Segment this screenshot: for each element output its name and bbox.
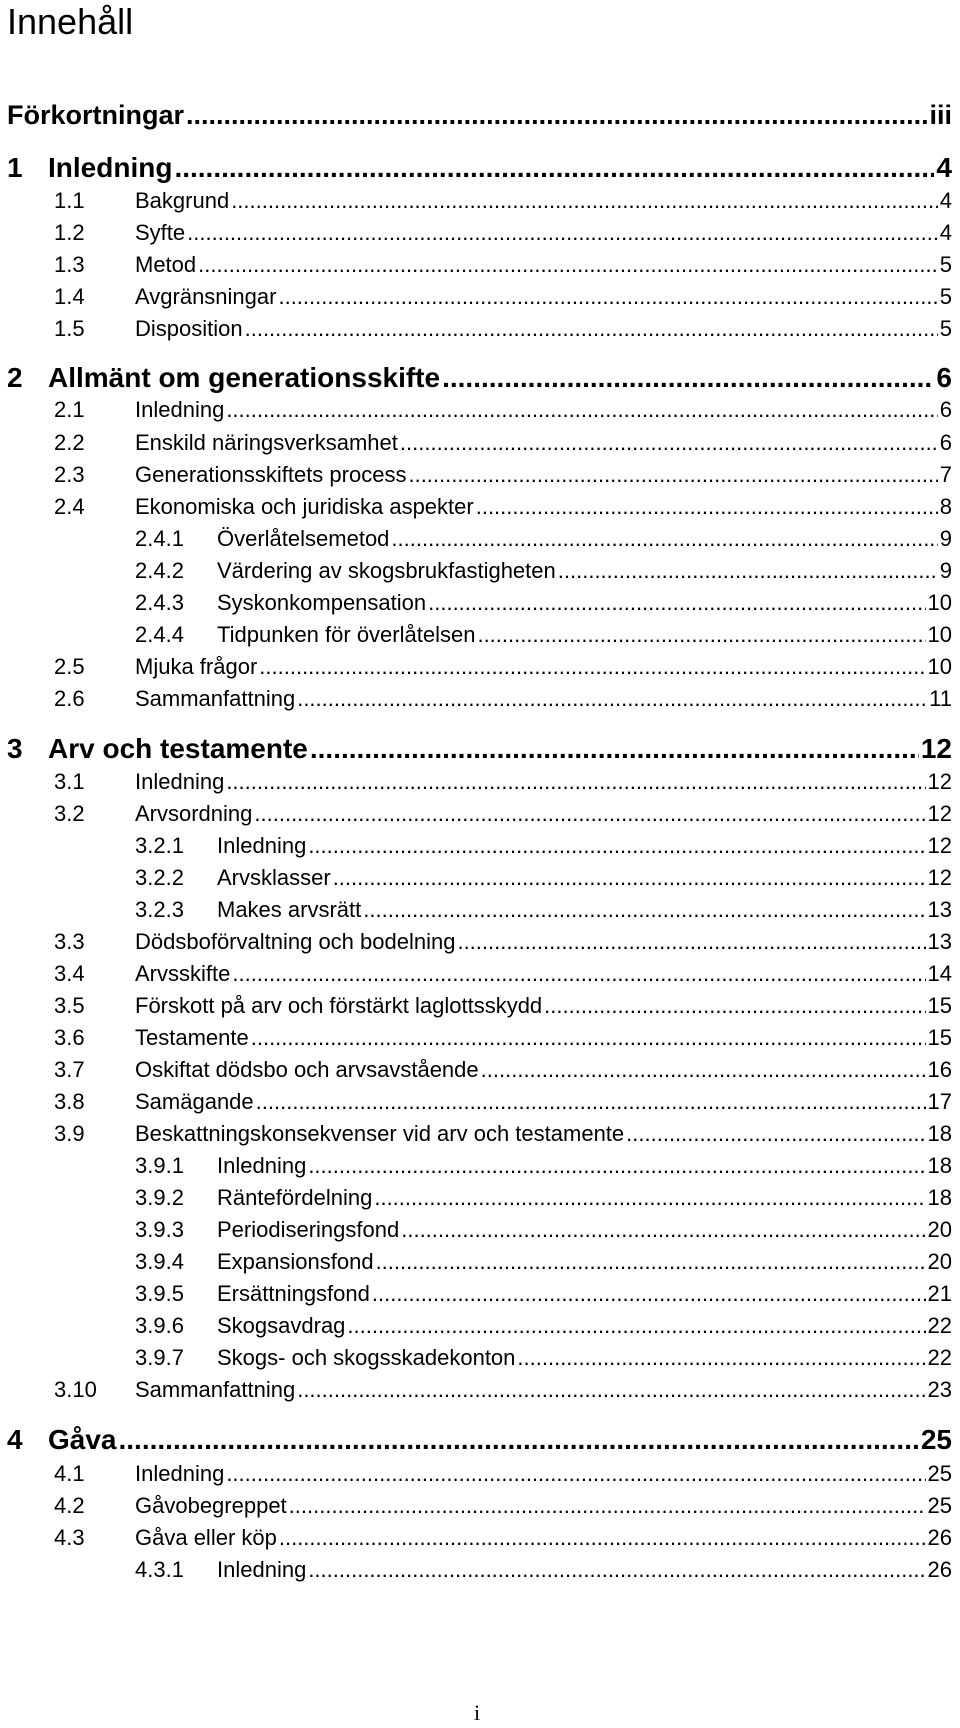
toc-entry[interactable] xyxy=(54,961,952,987)
toc-entry-title: Skogsavdrag xyxy=(217,1313,346,1338)
toc-dot-leader xyxy=(428,590,925,616)
toc-entry-title: Mjuka frågor xyxy=(135,654,258,679)
toc-entry-page: 5 xyxy=(939,252,952,277)
toc-entry-title: Makes arvsrätt xyxy=(217,897,362,922)
toc-entry[interactable] xyxy=(54,654,952,680)
toc-entry-title: Enskild näringsverksamhet xyxy=(135,430,398,455)
toc-entry[interactable] xyxy=(54,188,952,214)
toc-entry[interactable] xyxy=(54,769,952,795)
toc-entry-page: 4 xyxy=(939,220,952,245)
toc-entry-number: 4.2 xyxy=(54,1493,85,1518)
toc-entry-page: 23 xyxy=(927,1377,952,1402)
toc-entry[interactable] xyxy=(135,590,952,616)
toc-dot-leader xyxy=(372,1281,926,1307)
toc-entry[interactable] xyxy=(54,316,952,342)
toc-entry-title: Värdering av skogsbrukfastigheten xyxy=(217,558,556,583)
toc-entry-title: Arvsklasser xyxy=(217,865,331,890)
toc-dot-leader xyxy=(186,100,927,131)
toc-entry-title: Sammanfattning xyxy=(135,1377,296,1402)
toc-entry-page: 12 xyxy=(927,769,952,794)
toc-entry-page: 21 xyxy=(927,1281,952,1306)
toc-entry[interactable] xyxy=(54,1025,952,1051)
toc-entry-number: 3.9 xyxy=(54,1121,85,1146)
toc-dot-leader xyxy=(374,1185,925,1211)
toc-entry-number: 2.3 xyxy=(54,462,85,487)
toc-entry-title: Gåva xyxy=(48,1424,117,1455)
toc-entry-number: 2.4.4 xyxy=(135,622,184,647)
toc-dot-leader xyxy=(308,833,925,859)
toc-entry-page: 9 xyxy=(939,526,952,551)
toc-entry[interactable] xyxy=(54,1377,952,1403)
toc-entry-page: 25 xyxy=(927,1461,952,1486)
toc-entry[interactable] xyxy=(135,897,952,923)
toc-entry-number: 3.9.7 xyxy=(135,1345,184,1370)
toc-entry[interactable] xyxy=(135,1217,952,1243)
toc-entry[interactable] xyxy=(135,1313,952,1339)
toc-entry[interactable] xyxy=(54,929,952,955)
toc-entry-number: 3.2.3 xyxy=(135,897,184,922)
toc-entry[interactable] xyxy=(135,1153,952,1179)
page-number: i xyxy=(474,1700,481,1725)
toc-dot-leader xyxy=(232,961,925,987)
toc-entry[interactable] xyxy=(54,1121,952,1147)
toc-entry-page: 8 xyxy=(939,494,952,519)
toc-entry-title: Tidpunken för överlåtelsen xyxy=(217,622,476,647)
toc-dot-leader xyxy=(198,252,938,278)
toc-entry-title: Inledning xyxy=(135,1461,225,1486)
toc-entry[interactable] xyxy=(54,430,952,456)
toc-entry[interactable] xyxy=(135,833,952,859)
toc-entry-number: 3.2 xyxy=(54,801,85,826)
toc-entry-number: 2.4.1 xyxy=(135,526,184,551)
toc-entry-number: 2.2 xyxy=(54,430,85,455)
toc-entry-title: Syfte xyxy=(135,220,186,245)
toc-entry-number: 2.1 xyxy=(54,397,85,422)
toc-dot-leader xyxy=(254,801,925,827)
toc-entry-number: 3.1 xyxy=(54,769,85,794)
toc-entry-number: 4.1 xyxy=(54,1461,85,1486)
toc-dot-leader xyxy=(347,1313,925,1339)
toc-entry-number: 3.4 xyxy=(54,961,85,986)
toc-entry-title: Arvsskifte xyxy=(135,961,231,986)
toc-dot-leader xyxy=(245,316,938,342)
toc-entry-number: 2 xyxy=(7,362,23,393)
toc-entry[interactable] xyxy=(54,462,952,488)
toc-dot-leader xyxy=(457,929,925,955)
toc-entry-page: 4 xyxy=(939,188,952,213)
toc-entry-title: Arv och testamente xyxy=(48,733,308,764)
toc-entry-number: 4 xyxy=(7,1424,23,1455)
toc-entry-title: Expansionsfond xyxy=(217,1249,374,1274)
toc-entry-number: 1.3 xyxy=(54,252,85,277)
toc-dot-leader xyxy=(376,1249,926,1275)
toc-entry-title: Inledning xyxy=(217,1557,307,1582)
toc-entry[interactable] xyxy=(135,622,952,648)
toc-entry-page: 15 xyxy=(927,993,952,1018)
toc-entry-page: 17 xyxy=(927,1089,952,1114)
toc-entry-page: 18 xyxy=(927,1153,952,1178)
toc-entry[interactable] xyxy=(7,362,952,394)
toc-entry[interactable] xyxy=(135,1281,952,1307)
toc-dot-leader xyxy=(558,558,938,584)
toc-entry-number: 3.9.6 xyxy=(135,1313,184,1338)
toc-entry-page: 10 xyxy=(927,622,952,647)
toc-entry-page: 20 xyxy=(927,1249,952,1274)
toc-entry-page: 14 xyxy=(927,961,952,986)
toc-dot-leader xyxy=(476,494,938,520)
toc-entry-page: 12 xyxy=(927,833,952,858)
toc-entry-title: Syskonkompensation xyxy=(217,590,427,615)
toc-dot-leader xyxy=(187,220,938,246)
toc-dot-leader xyxy=(481,1057,926,1083)
toc-entry-page: 12 xyxy=(920,733,952,764)
toc-entry-page: 15 xyxy=(927,1025,952,1050)
toc-entry-page: 5 xyxy=(939,316,952,341)
toc-entry[interactable] xyxy=(54,686,952,712)
toc-entry-title: Allmänt om generationsskifte xyxy=(48,362,441,393)
toc-entry[interactable] xyxy=(54,284,952,310)
toc-entry[interactable] xyxy=(135,1249,952,1275)
toc-entry-title: Förskott på arv och förstärkt laglottsskydd xyxy=(135,993,543,1018)
toc-entry[interactable] xyxy=(54,1461,952,1487)
toc-entry-number: 4.3.1 xyxy=(135,1557,184,1582)
toc-entry-page: 22 xyxy=(927,1313,952,1338)
toc-dot-leader xyxy=(226,1461,925,1487)
toc-entry-number: 1 xyxy=(7,152,23,183)
toc-entry-title: Avgränsningar xyxy=(135,284,277,309)
toc-entry-page: 16 xyxy=(927,1057,952,1082)
toc-entry-title: Sammanfattning xyxy=(135,686,296,711)
toc-entry[interactable] xyxy=(54,1525,952,1551)
toc-entry[interactable] xyxy=(54,1493,952,1519)
toc-entry[interactable] xyxy=(135,1345,952,1371)
toc-dot-leader xyxy=(119,1424,919,1456)
toc-entry-page: 26 xyxy=(927,1557,952,1582)
toc-entry-title: Inledning xyxy=(217,1153,307,1178)
toc-dot-leader xyxy=(333,865,926,891)
toc-dot-leader xyxy=(226,769,925,795)
toc-dot-leader xyxy=(278,284,937,310)
toc-entry-number: 3.7 xyxy=(54,1057,85,1082)
toc-entry-title: Förkortningar xyxy=(7,100,185,130)
toc-entry-page: 25 xyxy=(927,1493,952,1518)
toc-entry-number: 2.4.2 xyxy=(135,558,184,583)
toc-entry[interactable] xyxy=(54,1057,952,1083)
toc-entry[interactable] xyxy=(135,526,952,552)
toc-entry-title: Ekonomiska och juridiska aspekter xyxy=(135,494,474,519)
toc-dot-leader xyxy=(477,622,925,648)
toc-entry-title: Periodiseringsfond xyxy=(217,1217,400,1242)
toc-entry-page: 20 xyxy=(927,1217,952,1242)
toc-entry-title: Bakgrund xyxy=(135,188,230,213)
toc-entry-number: 3.9.2 xyxy=(135,1185,184,1210)
toc-entry-page: 10 xyxy=(927,590,952,615)
toc-entry-number: 3.5 xyxy=(54,993,85,1018)
toc-entry-number: 3.9.1 xyxy=(135,1153,184,1178)
toc-dot-leader xyxy=(363,897,925,923)
toc-entry-number: 3 xyxy=(7,733,23,764)
toc-entry-title: Samägande xyxy=(135,1089,254,1114)
toc-dot-leader xyxy=(626,1121,925,1147)
toc-entry-page: 11 xyxy=(929,686,952,711)
toc-entry[interactable] xyxy=(54,993,952,1019)
toc-dot-leader xyxy=(308,1153,925,1179)
toc-entry-title: Överlåtelsemetod xyxy=(217,526,390,551)
toc-entry-page: 6 xyxy=(939,397,952,422)
toc-entry-number: 4.3 xyxy=(54,1525,85,1550)
toc-entry-number: 1.1 xyxy=(54,188,85,213)
toc-entry-title: Oskiftat dödsbo och arvsavstående xyxy=(135,1057,479,1082)
toc-entry[interactable] xyxy=(135,865,952,891)
toc-entry-title: Disposition xyxy=(135,316,243,341)
toc-entry-page: 9 xyxy=(939,558,952,583)
toc-entry-number: 3.3 xyxy=(54,929,85,954)
toc-entry-title: Generationsskiftets process xyxy=(135,462,407,487)
toc-entry-number: 2.4 xyxy=(54,494,85,519)
toc-dot-leader xyxy=(231,188,938,214)
toc-entry-title: Gåvobegreppet xyxy=(135,1493,287,1518)
toc-entry-page: 6 xyxy=(939,430,952,455)
toc-entry-title: Inledning xyxy=(217,833,307,858)
toc-entry-title: Skogs- och skogsskadekonton xyxy=(217,1345,516,1370)
toc-dot-leader xyxy=(442,362,934,394)
toc-entry-number: 3.9.4 xyxy=(135,1249,184,1274)
toc-entry[interactable] xyxy=(54,801,952,827)
toc-entry-page: 13 xyxy=(927,929,952,954)
toc-dot-leader xyxy=(259,654,925,680)
toc-dot-leader xyxy=(517,1345,925,1371)
toc-entry-number: 1.5 xyxy=(54,316,85,341)
toc-entry[interactable] xyxy=(54,220,952,246)
toc-entry-title: Gåva eller köp xyxy=(135,1525,277,1550)
toc-entry-number: 1.4 xyxy=(54,284,85,309)
toc-entry-page: 12 xyxy=(927,865,952,890)
toc-dot-leader xyxy=(544,993,925,1019)
toc-dot-leader xyxy=(310,733,919,765)
toc-entry-title: Beskattningskonsekvenser vid arv och testamente xyxy=(135,1121,625,1146)
toc-entry[interactable] xyxy=(7,1424,952,1456)
toc-entry-number: 3.6 xyxy=(54,1025,85,1050)
toc-entry-number: 3.2.2 xyxy=(135,865,184,890)
toc-entry-page: 18 xyxy=(927,1121,952,1146)
toc-dot-leader xyxy=(279,1525,926,1551)
toc-entry-page: 7 xyxy=(939,462,952,487)
toc-dot-leader xyxy=(408,462,937,488)
toc-entry-title: Räntefördelning xyxy=(217,1185,373,1210)
toc-entry-number: 1.2 xyxy=(54,220,85,245)
toc-entry-number: 3.10 xyxy=(54,1377,97,1402)
toc-entry-page: 6 xyxy=(936,362,952,393)
toc-entry[interactable] xyxy=(54,397,952,423)
toc-entry-page: 10 xyxy=(927,654,952,679)
toc-dot-leader xyxy=(256,1089,926,1115)
toc-entry-title: Inledning xyxy=(135,769,225,794)
toc-dot-leader xyxy=(297,686,927,712)
toc-dot-leader xyxy=(289,1493,926,1519)
toc-entry[interactable] xyxy=(7,152,952,184)
toc-entry[interactable] xyxy=(7,733,952,765)
toc-entry-page: 25 xyxy=(920,1424,952,1455)
page-title: Innehåll xyxy=(7,1,134,42)
toc-entry-number: 2.5 xyxy=(54,654,85,679)
toc-dot-leader xyxy=(400,430,938,456)
toc-entry-number: 2.4.3 xyxy=(135,590,184,615)
toc-entry-number: 2.6 xyxy=(54,686,85,711)
toc-entry-title: Dödsboförvaltning och bodelning xyxy=(135,929,456,954)
toc-entry-page: 18 xyxy=(927,1185,952,1210)
toc-entry-number: 3.2.1 xyxy=(135,833,184,858)
toc-dot-leader xyxy=(297,1377,925,1403)
toc-entry-page: 22 xyxy=(927,1345,952,1370)
toc-entry[interactable] xyxy=(7,100,952,131)
toc-entry-title: Arvsordning xyxy=(135,801,253,826)
toc-entry-page: 26 xyxy=(927,1525,952,1550)
toc-entry-number: 3.9.3 xyxy=(135,1217,184,1242)
toc-entry-number: 3.9.5 xyxy=(135,1281,184,1306)
toc-entry-title: Testamente xyxy=(135,1025,249,1050)
toc-dot-leader xyxy=(391,526,937,552)
toc-entry-title: Ersättningsfond xyxy=(217,1281,370,1306)
toc-entry-page: 13 xyxy=(927,897,952,922)
toc-entry[interactable] xyxy=(135,558,952,584)
toc-entry-number: 3.8 xyxy=(54,1089,85,1114)
toc-entry-page: 12 xyxy=(927,801,952,826)
toc-entry-title: Inledning xyxy=(48,152,173,183)
toc-entry-title: Inledning xyxy=(135,397,225,422)
toc-entry-page: 4 xyxy=(936,152,952,183)
toc-dot-leader xyxy=(174,152,934,184)
toc-entry[interactable] xyxy=(135,1557,952,1583)
toc-entry-title: Metod xyxy=(135,252,197,277)
toc-dot-leader xyxy=(308,1557,925,1583)
toc-entry-page: iii xyxy=(929,100,952,130)
toc-entry[interactable] xyxy=(135,1185,952,1211)
toc-entry[interactable] xyxy=(54,252,952,278)
toc-dot-leader xyxy=(226,397,937,423)
toc-entry-page: 5 xyxy=(939,284,952,309)
toc-entry[interactable] xyxy=(54,1089,952,1115)
toc-dot-leader xyxy=(401,1217,925,1243)
toc-dot-leader xyxy=(251,1025,926,1051)
toc-entry[interactable] xyxy=(54,494,952,520)
